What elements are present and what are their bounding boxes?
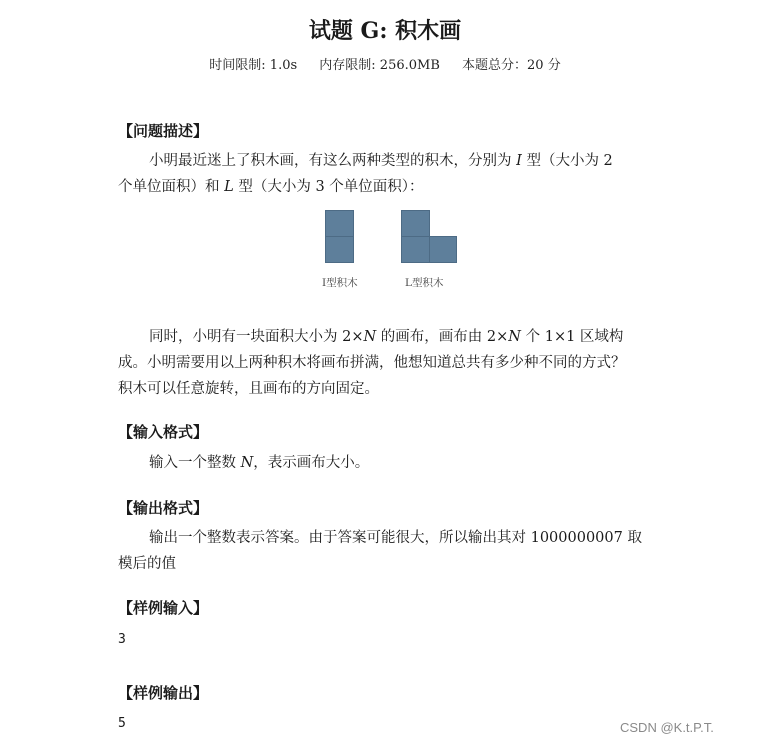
sample-input-value: 3 [118, 632, 126, 647]
input-format-heading: 【输入格式】 [118, 423, 209, 441]
i-block-caption: I型积木 [322, 277, 358, 289]
sample-input-heading: 【样例输入】 [118, 599, 209, 617]
watermark: CSDN @K.t.P.T. [620, 720, 714, 735]
total-score: 本题总分：20 分 [462, 58, 561, 73]
i-block-top [325, 210, 354, 237]
output-format-line-1: 输出一个整数表示答案。由于答案可能很大，所以输出其对 1000000007 取 [149, 530, 642, 546]
time-limit: 时间限制: 1.0s [209, 58, 298, 73]
sample-output-value: 5 [118, 716, 126, 731]
description-line-1: 小明最近迷上了积木画，有这么两种类型的积木，分别为 I 型（大小为 2 [149, 153, 613, 169]
description-line-4: 成。小明需要用以上两种积木将画布拼满，他想知道总共有多少种不同的方式？ [118, 355, 626, 371]
l-block-top [401, 210, 430, 237]
sample-output-heading: 【样例输出】 [118, 684, 209, 702]
output-format-line-2: 模后的值 [118, 556, 176, 572]
problem-title: 试题 G: 积木画 [308, 18, 462, 44]
problem-meta [0, 54, 770, 73]
description-line-5: 积木可以任意旋转，且画布的方向固定。 [118, 381, 379, 397]
l-block-bottom-right [429, 236, 457, 263]
memory-limit: 内存限制: 256.0MB [319, 58, 440, 73]
description-line-2: 个单位面积）和 L 型（大小为 3 个单位面积）： [118, 179, 424, 195]
output-format-heading: 【输出格式】 [118, 499, 209, 517]
description-heading: 【问题描述】 [118, 122, 209, 140]
input-format-text: 输入一个整数 N，表示画布大小。 [149, 455, 370, 471]
l-block-bottom-left [401, 236, 430, 263]
l-block-caption: L型积木 [405, 277, 444, 289]
i-block-bottom [325, 236, 354, 263]
description-line-3: 同时，小明有一块面积大小为 2×N 的画布，画布由 2×N 个 1×1 区域构 [149, 329, 624, 345]
